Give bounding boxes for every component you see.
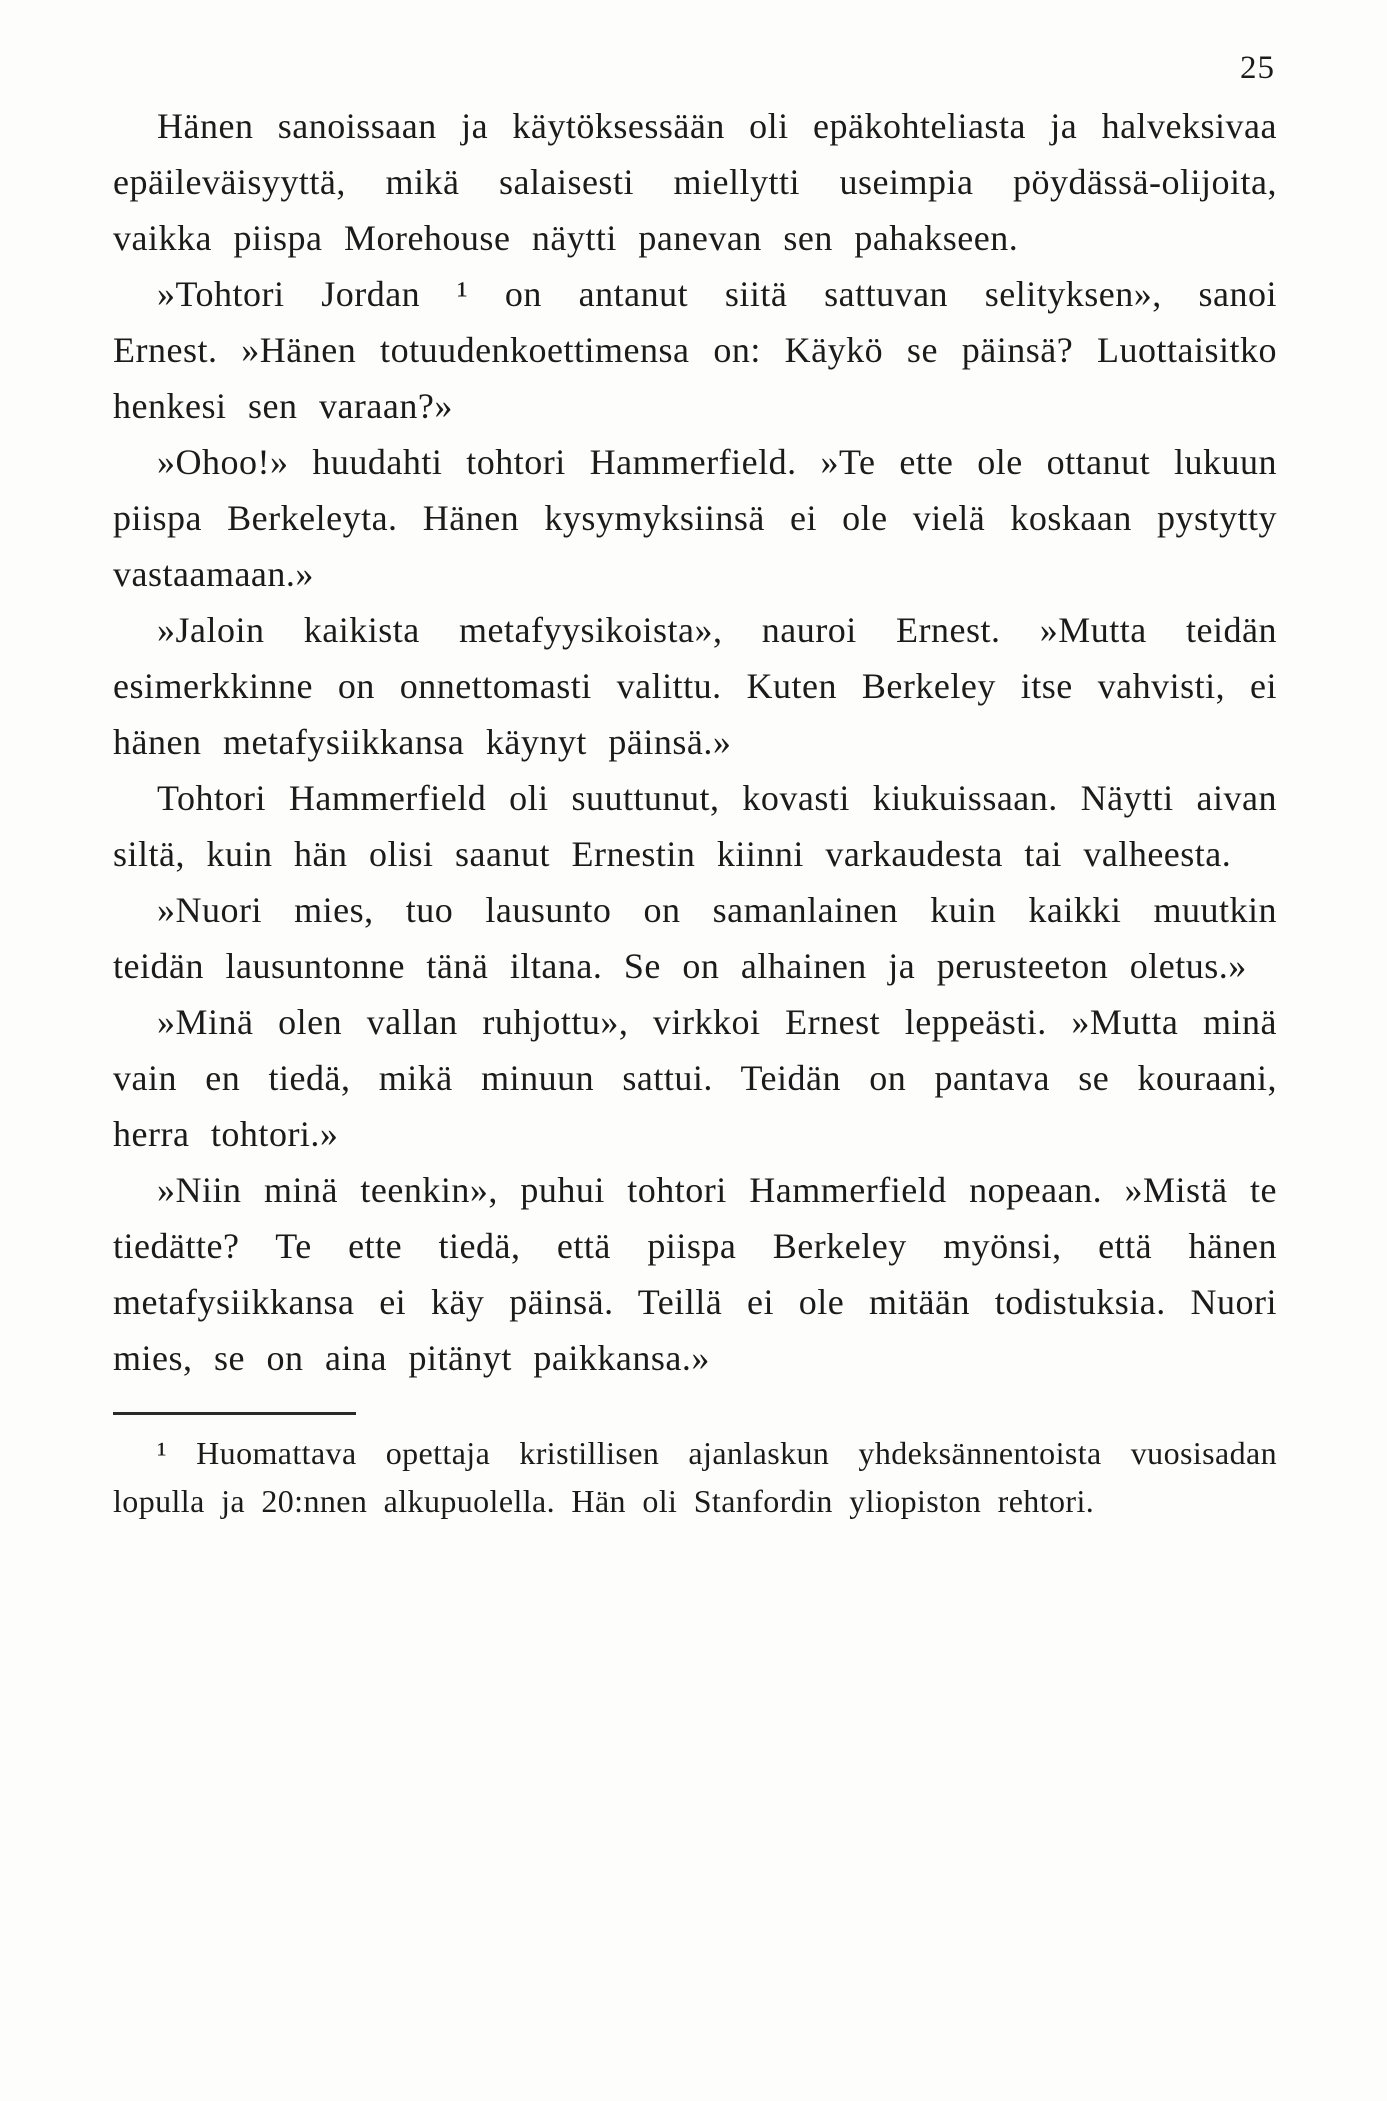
footnote-section xyxy=(113,1412,1277,1525)
paragraph-5: Tohtori Hammerfield oli suuttunut, kovasti kiukuissaan. Näytti aivan siltä, kuin hän olisi saanut Ernestin kiinni varkaudesta tai valheesta. xyxy=(113,778,1277,874)
footnote-text: ¹ Huomattava opettaja kristillisen ajanlaskun yhdeksännentoista vuosisadan lopulla ja 20:nnen alkupuolella. Hän oli Stanfordin yliopiston rehtori. xyxy=(113,1435,1277,1519)
footnote-divider xyxy=(113,1412,356,1415)
paragraph-8: »Niin minä teenkin», puhui tohtori Hammerfield nopeaan. »Mistä te tiedätte? Te ette tiedä, että piispa Berkeley myönsi, että hänen metafysiikkansa ei käy päinsä. Teillä ei ole mitään todistuksia. Nuori mies, se on aina pitänyt paikkansa.» xyxy=(113,1170,1277,1378)
paragraph-4: »Jaloin kaikista metafyysikoista», nauroi Ernest. »Mutta teidän esimerkkinne on onnettomasti valittu. Kuten Berkeley itse vahvisti, ei hänen metafysiikkansa käynyt päinsä.» xyxy=(113,610,1277,762)
paragraph-6: »Nuori mies, tuo lausunto on samanlainen kuin kaikki muutkin teidän lausuntonne tänä iltana. Se on alhainen ja perusteeton oletus.» xyxy=(113,890,1277,986)
paragraph-3: »Ohoo!» huudahti tohtori Hammerfield. »Te ette ole ottanut lukuun piispa Berkeleyta. Hänen kysymyksiinsä ei ole vielä koskaan pystytty vastaamaan.» xyxy=(113,442,1277,594)
page-body xyxy=(113,98,1277,1525)
page-number: 25 xyxy=(1240,50,1275,86)
paragraph-7: »Minä olen vallan ruhjottu», virkkoi Ernest leppeästi. »Mutta minä vain en tiedä, mikä minuun sattui. Teidän on pantava se kouraani, herra tohtori.» xyxy=(113,1002,1277,1154)
paragraph-2: »Tohtori Jordan ¹ on antanut siitä sattuvan selityksen», sanoi Ernest. »Hänen totuudenkoettimensa on: Käykö se päinsä? Luottaisitko henkesi sen varaan?» xyxy=(113,274,1277,426)
paragraph-1: Hänen sanoissaan ja käytöksessään oli epäkohteliasta ja halveksivaa epäileväisyyttä, mikä salaisesti miellytti useimpia pöydässä-olijoita, vaikka piispa Morehouse näytti panevan sen pahakseen. xyxy=(113,106,1277,258)
